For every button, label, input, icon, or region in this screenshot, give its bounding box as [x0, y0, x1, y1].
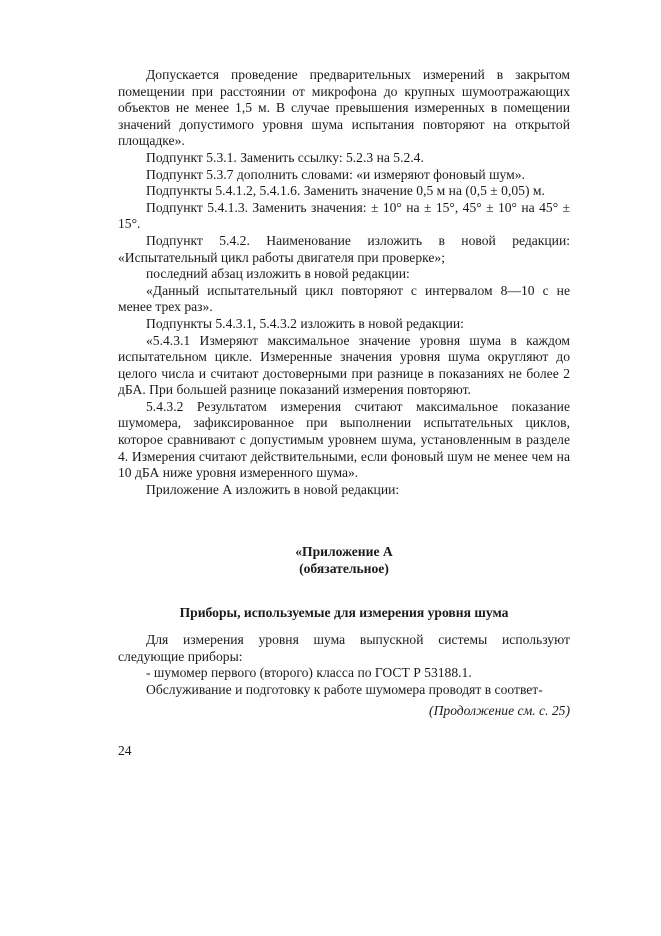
paragraph-9: Подпункты 5.4.3.1, 5.4.3.2 изложить в новой редакции:: [146, 315, 464, 331]
appendix-heading-block: [118, 543, 570, 577]
paragraph-8: «Данный испытательный цикл повторяют с интервалом 8—10 с не менее трех раз».: [118, 282, 570, 315]
paragraph-12: Приложение А изложить в новой редакции:: [146, 481, 400, 497]
paragraph-5: Подпункт 5.4.1.3. Заменить значения: ± 10° на ± 15°, 45° ± 10° на 45° ± 15°.: [118, 199, 570, 232]
appendix-paragraph-2: - шумомер первого (второго) класса по ГОСТ Р 53188.1.: [146, 665, 472, 681]
continuation-note: (Продолжение см. с. 25): [429, 703, 570, 718]
paragraph-10: «5.4.3.1 Измеряют максимальное значение уровня шума в каждом испытательном цикле. Измеренные значения уровня шума округляют до целого числа и считают достоверными при разнице в показаниях не более 2 дБА. При большей разнице показаний измерения повторяют.: [118, 332, 570, 398]
paragraph-1: Допускается проведение предварительных измерений в закрытом помещении при расстоянии от микрофона до крупных шумоотражающих объектов не менее 1,5 м. В случае превышения измеренных в помещении значений допустимого уровня шума испытания повторяют на открытой площадке».: [118, 67, 570, 149]
paragraph-7: последний абзац изложить в новой редакции:: [146, 266, 410, 282]
paragraph-4: Подпункты 5.4.1.2, 5.4.1.6. Заменить значение 0,5 м на (0,5 ± 0,05) м.: [146, 183, 545, 199]
appendix-body: [118, 632, 570, 698]
appendix-heading: «Приложение А: [295, 544, 393, 559]
appendix-status: (обязательное): [299, 561, 389, 576]
body-text: [118, 67, 570, 498]
appendix-paragraph-3: Обслуживание и подготовку к работе шумомера проводят в соответ-: [146, 681, 543, 697]
paragraph-6: Подпункт 5.4.2. Наименование изложить в новой редакции: «Испытательный цикл работы двигателя при проверке»;: [118, 232, 570, 265]
appendix-title: Приборы, используемые для измерения уровня шума: [179, 605, 509, 620]
paragraph-3: Подпункт 5.3.7 дополнить словами: «и измеряют фоновый шум».: [146, 166, 525, 182]
paragraph-11: 5.4.3.2 Результатом измерения считают максимальное показание шумомера, зафиксированное при выполнении испытательных циклов, которое сравнивают с допустимым уровнем шума, установленным в разделе 4. Измерения считают действительными, если фоновый шум не менее чем на 10 дБА ниже уровня измеренного шума».: [118, 398, 570, 481]
page-number: 24: [118, 743, 132, 758]
paragraph-2: Подпункт 5.3.1. Заменить ссылку: 5.2.3 на 5.2.4.: [146, 149, 424, 165]
appendix-paragraph-1: Для измерения уровня шума выпускной системы используют следующие приборы:: [118, 632, 570, 664]
